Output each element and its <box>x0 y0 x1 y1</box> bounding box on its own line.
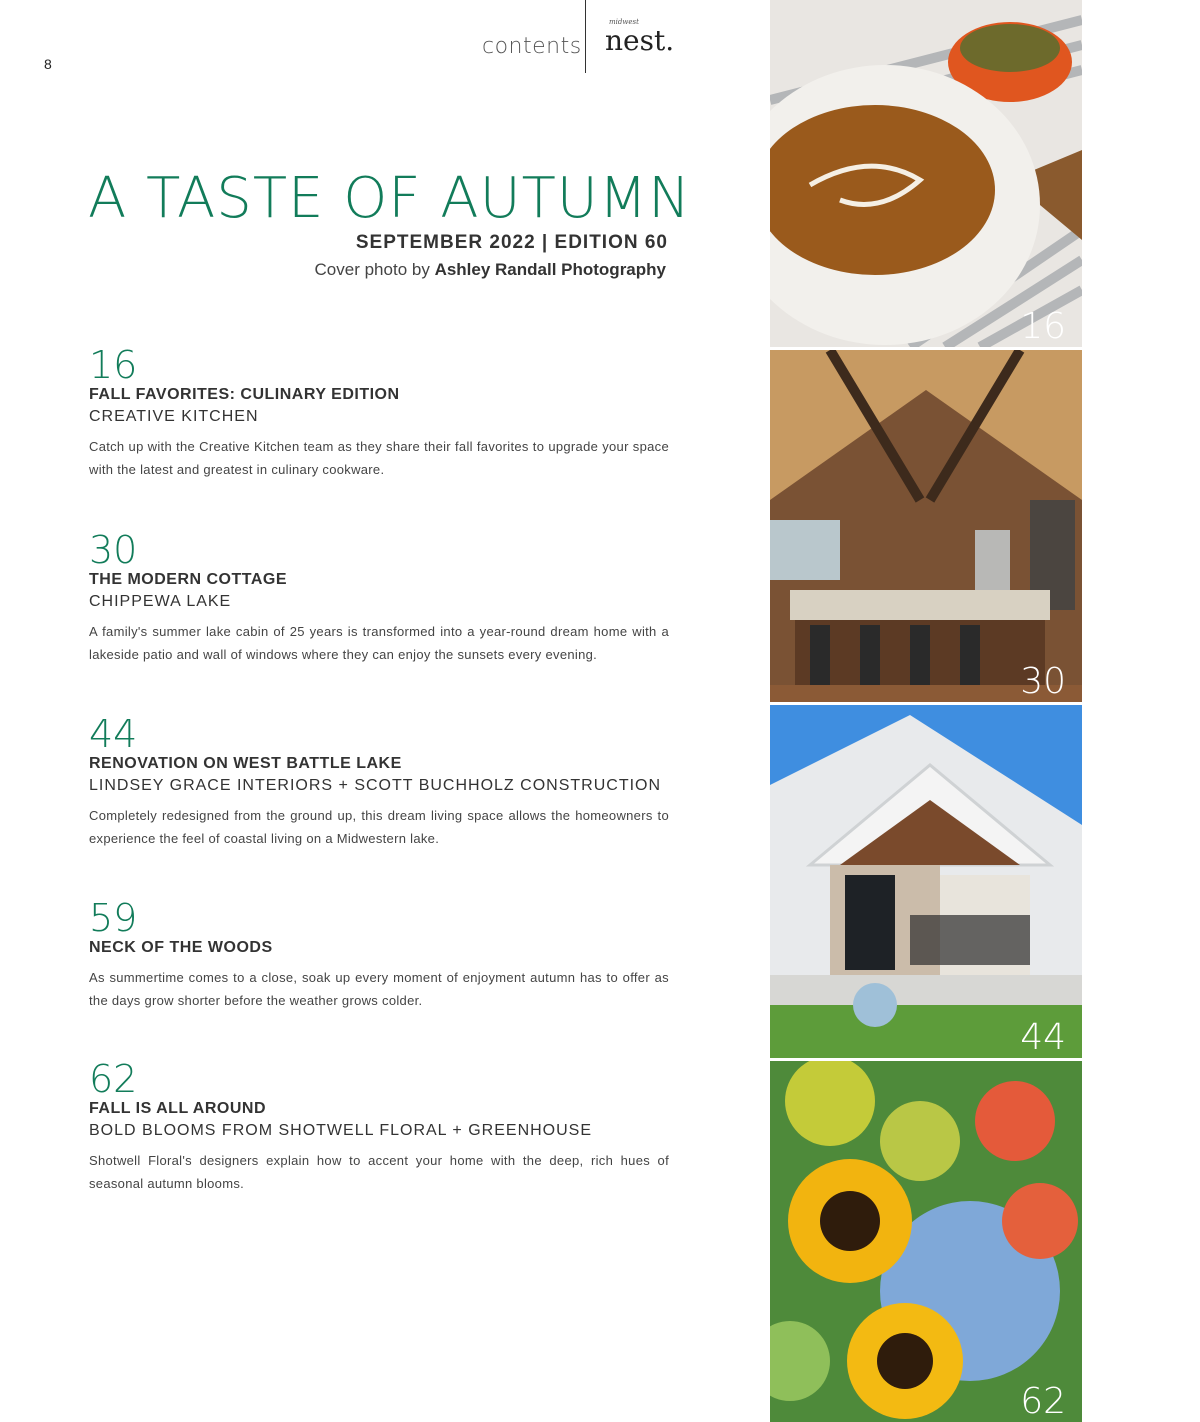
article-title: FALL FAVORITES: CULINARY EDITION <box>89 386 400 403</box>
article-page-number: 59 <box>89 896 138 940</box>
article-page-number: 30 <box>89 528 138 572</box>
article-title: THE MODERN COTTAGE <box>89 571 288 588</box>
article-subtitle: CHIPPEWA LAKE <box>89 593 232 610</box>
article-description: As summertime comes to a close, soak up every moment of enjoyment autumn has to offer as the days grow shorter before the weather grows colder. <box>89 970 669 1008</box>
article-description: Completely redesigned from the ground up, this dream living space allows the homeowners to experience the feel of coastal living on a Midwestern lake. <box>89 808 669 846</box>
sunflower-1 <box>788 1159 912 1283</box>
cover-credit-name: Ashley Randall Photography <box>434 260 666 279</box>
article-subtitle: LINDSEY GRACE INTERIORS + SCOTT BUCHHOLZ CONSTRUCTION <box>89 777 662 794</box>
flowers-illustration <box>770 1061 1082 1422</box>
edition-line: SEPTEMBER 2022 | EDITION 60 <box>355 232 668 253</box>
magazine-logo <box>605 18 675 57</box>
article-entry[interactable] <box>89 530 669 666</box>
article-page-number: 44 <box>89 712 138 756</box>
house-illustration <box>770 705 1082 1058</box>
photo-house[interactable] <box>770 705 1082 1058</box>
article-description: Shotwell Floral's designers explain how to accent your home with the deep, rich hues of seasonal autumn blooms. <box>89 1153 669 1191</box>
cover-credit-prefix: Cover photo by <box>314 260 430 279</box>
article-entry[interactable] <box>89 345 669 481</box>
article-entry[interactable] <box>89 1059 669 1195</box>
photo-page-tag: 62 <box>1020 1381 1066 1422</box>
soup-illustration <box>770 0 1082 347</box>
logo-text: nest. <box>605 24 675 57</box>
article-description: A family's summer lake cabin of 25 years is transformed into a year-round dream home with a lakeside patio and wall of windows where they can enjoy the sunsets every evening. <box>89 624 669 662</box>
photo-soup[interactable] <box>770 0 1082 347</box>
page-number: 8 <box>44 56 52 72</box>
article-entry[interactable] <box>89 898 669 1012</box>
header-divider <box>585 0 586 73</box>
article-page-number: 62 <box>89 1057 138 1101</box>
logo-small-text: midwest <box>609 18 639 26</box>
photo-page-tag: 30 <box>1020 661 1066 702</box>
issue-title: A TASTE OF AUTUMN <box>88 166 692 231</box>
sunflower-2 <box>847 1303 963 1419</box>
article-title: FALL IS ALL AROUND <box>89 1100 266 1117</box>
article-subtitle: CREATIVE KITCHEN <box>89 408 259 425</box>
photo-page-tag: 16 <box>1020 306 1066 347</box>
article-entry[interactable] <box>89 714 669 850</box>
article-title: RENOVATION ON WEST BATTLE LAKE <box>89 755 402 772</box>
article-page-number: 16 <box>89 343 138 387</box>
article-subtitle: BOLD BLOOMS FROM SHOTWELL FLORAL + GREENHOUSE <box>89 1122 593 1139</box>
article-title: NECK OF THE WOODS <box>89 939 273 956</box>
section-label: contents <box>482 34 582 59</box>
photo-page-tag: 44 <box>1020 1017 1066 1058</box>
kitchen-illustration <box>770 350 1082 702</box>
cover-credit <box>315 260 666 280</box>
article-description: Catch up with the Creative Kitchen team as they share their fall favorites to upgrade your space with the latest and greatest in culinary cookware. <box>89 439 669 477</box>
photo-flowers[interactable] <box>770 1061 1082 1422</box>
photo-kitchen[interactable] <box>770 350 1082 702</box>
